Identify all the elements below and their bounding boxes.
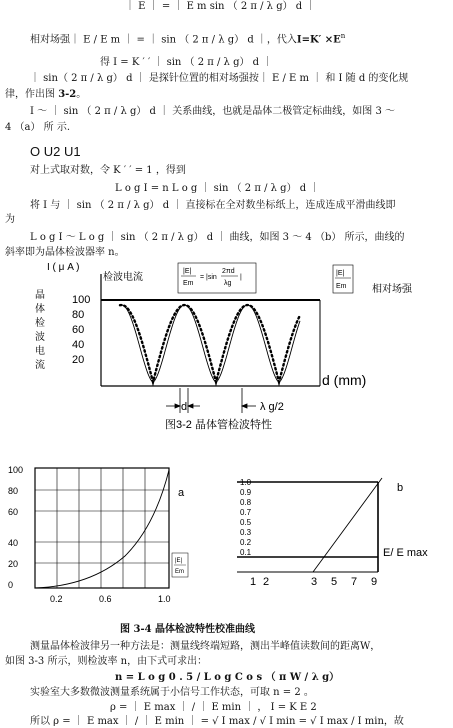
svg-text:7: 7 (351, 576, 358, 588)
svg-text:5: 5 (331, 576, 338, 588)
svg-text:80: 80 (72, 309, 85, 321)
text-line-5 (5, 89, 86, 101)
svg-text:2πd: 2πd (222, 268, 235, 275)
svg-text:0.9: 0.9 (240, 488, 252, 497)
svg-text:0: 0 (8, 580, 14, 590)
text-line-2a: 相对场强｜ E / E m ｜ = ｜ sin （ 2 π / λ g） d ｜，代入 (30, 34, 297, 46)
svg-text:0.2: 0.2 (240, 538, 252, 547)
svg-text:0.8: 0.8 (240, 498, 252, 507)
fig32-marker-d: d (181, 401, 188, 413)
svg-text:3: 3 (311, 576, 318, 588)
svg-text:= |sin: = |sin (200, 274, 217, 281)
fig32-caption: 图3-2 晶体管检波特性 (165, 419, 272, 431)
svg-text:|E|: |E| (336, 270, 345, 277)
fig32-side-label (35, 289, 45, 371)
svg-text:波: 波 (35, 332, 45, 343)
fig34a-curve (35, 470, 169, 588)
svg-text:20: 20 (8, 559, 19, 569)
svg-text:20: 20 (72, 354, 85, 366)
fig34b-xlabel: E/ E max (383, 547, 428, 559)
text-line-19: ρ = ｜ E max ｜ / ｜ E min ｜ ， I = K E 2 (110, 702, 317, 713)
figure-3-2 (0, 260, 453, 450)
svg-text:Em: Em (183, 280, 194, 287)
fig34a-yticks (8, 465, 23, 590)
svg-text:0.7: 0.7 (240, 508, 252, 517)
svg-text:40: 40 (72, 339, 85, 351)
text-line-6: I ～ ｜ sin （ 2 π / λ g） d ｜ 关系曲线，也就是晶体二极管定标曲线，如图 3 ～ (30, 106, 396, 117)
text-line-15: 测量晶体检波律另一种方法是：测量线终端短路，测出半峰值读数间的距离W， (30, 641, 381, 652)
fig34b-xticks (250, 576, 377, 588)
fig32-marker-lg: λ g/2 (260, 401, 284, 413)
fig34b-frame (237, 482, 378, 572)
fig34b-yticks (240, 478, 252, 557)
text-line-2b: I=K′ ×E (296, 34, 341, 46)
section-heading: O U2 U1 (30, 144, 81, 159)
fig34a-xticks (50, 594, 171, 604)
text-line-5c: 。 (76, 89, 87, 100)
svg-text:60: 60 (72, 324, 85, 336)
svg-text:流: 流 (35, 360, 45, 371)
text-line-18: 实验室大多数微波测量系统属于小信号工作状态，可取 n = 2 。 (30, 687, 314, 698)
svg-text:80: 80 (8, 486, 19, 496)
svg-text:|: | (240, 274, 242, 281)
fig32-xlabel: d (mm) (322, 372, 367, 388)
svg-text:100: 100 (72, 294, 91, 306)
text-line-12: 为 (5, 214, 15, 225)
text-line-10: L o g I = n L o g ｜ sin （ 2 π / λ g） d ｜ (115, 183, 320, 194)
svg-text:40: 40 (8, 538, 19, 548)
text-line-2c: n (340, 32, 346, 40)
svg-text:晶: 晶 (35, 290, 45, 301)
text-line-7: 4 （a） 所 示. (5, 122, 71, 133)
figure-3-4-caption: 图 3-4 晶体检波特性校准曲线 (120, 624, 256, 635)
equation-line-1: ｜ E ｜ = ｜ E m sin （ 2 π / λ g） d ｜ (125, 1, 316, 12)
text-line-5a: 律，作出图 (5, 89, 59, 100)
svg-text:|E|: |E| (183, 268, 192, 275)
text-line-3: 得 I = K ′ ′ ｜ sin （ 2 π / λ g） d ｜ (100, 57, 273, 68)
fig34a-label: a (178, 487, 185, 499)
svg-text:0.5: 0.5 (240, 518, 252, 527)
svg-text:60: 60 (8, 507, 19, 517)
svg-text:0.1: 0.1 (240, 548, 252, 557)
text-line-14: 斜率即为晶体检波器率 n。 (5, 247, 125, 258)
svg-text:100: 100 (8, 465, 24, 475)
text-line-17: n = L o g 0 . 5 / L o g C o s （ π W / λ g） (115, 672, 340, 683)
text-line-2 (30, 30, 345, 46)
fig32-ylabel: I ( μ A ) (47, 262, 80, 273)
svg-text:2: 2 (263, 576, 270, 588)
text-line-5b: 3-2 (58, 89, 77, 100)
fig32-markers (166, 388, 256, 413)
text-line-9: 对上式取对数，令 K ′ ′ = 1 ，得到 (30, 165, 186, 176)
fig32-current-curve (120, 305, 300, 382)
svg-text:体: 体 (35, 304, 45, 315)
fig32-formula-left (178, 263, 256, 293)
text-line-4: ｜ sin（ 2 π / λ g） d ｜ 是探针位置的相对场强按｜ E / E m ｜ 和 I 随 d 的变化规 (30, 73, 409, 84)
fig32-plot-frame (101, 274, 320, 386)
fig34a-grid (35, 468, 169, 588)
figure-3-4a (0, 458, 220, 618)
svg-text:1: 1 (250, 576, 257, 588)
svg-text:0.6: 0.6 (99, 594, 112, 604)
figure-3-4b (225, 448, 453, 588)
svg-text:0.3: 0.3 (240, 528, 252, 537)
svg-text:|E|: |E| (175, 558, 183, 564)
fig32-ylabel2: 检波电流 (103, 272, 143, 283)
svg-text:0.2: 0.2 (50, 594, 63, 604)
fig32-formula-right (333, 265, 353, 293)
fig32-yticks (72, 294, 90, 366)
fig34b-line (313, 478, 382, 572)
text-line-13: L o g I ～ L o g ｜ sin （ 2 π / λ g） d ｜ 曲线，如图 3 ～ 4 （b） 所示，曲线的 (30, 232, 405, 243)
text-line-20: 所以 ρ = ｜ E max ｜ / ｜ E min ｜ = √ I max / √ I min = √ I max / I min，故 (30, 716, 404, 727)
fig32-right-label: 相对场强 (372, 284, 412, 295)
svg-text:1.0: 1.0 (240, 478, 252, 487)
svg-text:Em: Em (175, 569, 184, 575)
svg-text:9: 9 (371, 576, 378, 588)
text-line-11: 将 I 与 ｜ sin （ 2 π / λ g） d ｜ 直接标在全对数坐标纸上，连成连成平滑曲线即 (30, 200, 396, 211)
text-line-16: 如图 3-3 所示，则检波率 n，由下式可求出： (5, 656, 208, 667)
fig34b-label: b (397, 482, 404, 494)
svg-text:1.0: 1.0 (158, 594, 171, 604)
svg-text:电: 电 (35, 346, 45, 357)
svg-text:λg: λg (224, 280, 232, 287)
fig34a-xlabel (172, 553, 188, 577)
svg-text:Em: Em (336, 283, 347, 290)
svg-text:检: 检 (35, 318, 45, 329)
